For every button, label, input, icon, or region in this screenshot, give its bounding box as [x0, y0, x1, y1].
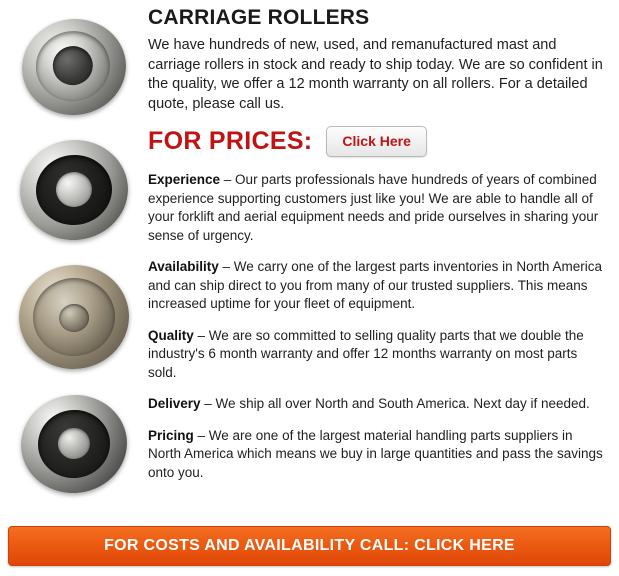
footer-cta-label: FOR COSTS AND AVAILABILITY CALL: CLICK HERE	[104, 537, 515, 554]
footer-cta-banner[interactable]	[8, 526, 611, 566]
feature-pricing-label: Pricing	[148, 427, 194, 443]
product-image-1	[0, 8, 148, 126]
product-image-column	[0, 0, 148, 508]
product-image-2	[0, 126, 148, 254]
feature-pricing	[148, 427, 607, 483]
feature-delivery	[148, 395, 607, 414]
feature-availability-text: – We carry one of the largest parts inventories in North America and can ship direct to you from many of our trusted suppliers. This means increased uptime for your fleet of equipment.	[148, 259, 602, 311]
click-here-button[interactable]: Click Here	[326, 126, 426, 157]
feature-delivery-label: Delivery	[148, 396, 201, 411]
product-image-3	[0, 254, 148, 380]
bronze-flat-sheave-roller-icon	[15, 260, 134, 373]
prices-row	[148, 126, 607, 157]
feature-quality	[148, 327, 607, 383]
page-title: CARRIAGE ROLLERS	[148, 6, 370, 29]
text-column	[148, 0, 619, 508]
feature-delivery-text: – We ship all over North and South America. Next day if needed.	[200, 396, 590, 411]
shielded-bearing-roller-icon	[15, 135, 133, 246]
feature-quality-label: Quality	[148, 327, 194, 343]
prices-heading: FOR PRICES:	[148, 127, 313, 155]
intro-paragraph: We have hundreds of new, used, and remanufactured mast and carriage rollers in stock and ready to ship today. We are so confident in the quality, we offer a 12 month warranty on all rollers. For a detailed quote, please call us.	[148, 37, 603, 112]
dark-crowned-roller-icon	[15, 389, 132, 499]
feature-experience-text: – Our parts professionals have hundreds of years of combined experience supporting customers just like you! We are able to handle all of your forklift and aerial equipment needs and pride ourselves in sharing your sense of urgency.	[148, 172, 599, 243]
feature-pricing-text: – We are one of the largest material handling parts suppliers in North America which means we buy in large quantities and pass the savings onto you.	[148, 427, 603, 480]
feature-experience	[148, 171, 607, 245]
feature-availability	[148, 258, 607, 314]
product-image-4	[0, 380, 148, 508]
feature-quality-text: – We are so committed to selling quality parts that we double the industry's 6 month warranty and offer 12 months warranty on most parts sold.	[148, 327, 584, 380]
v-groove-carriage-roller-icon	[16, 12, 132, 122]
feature-availability-label: Availability	[148, 259, 219, 274]
feature-experience-label: Experience	[148, 172, 221, 187]
